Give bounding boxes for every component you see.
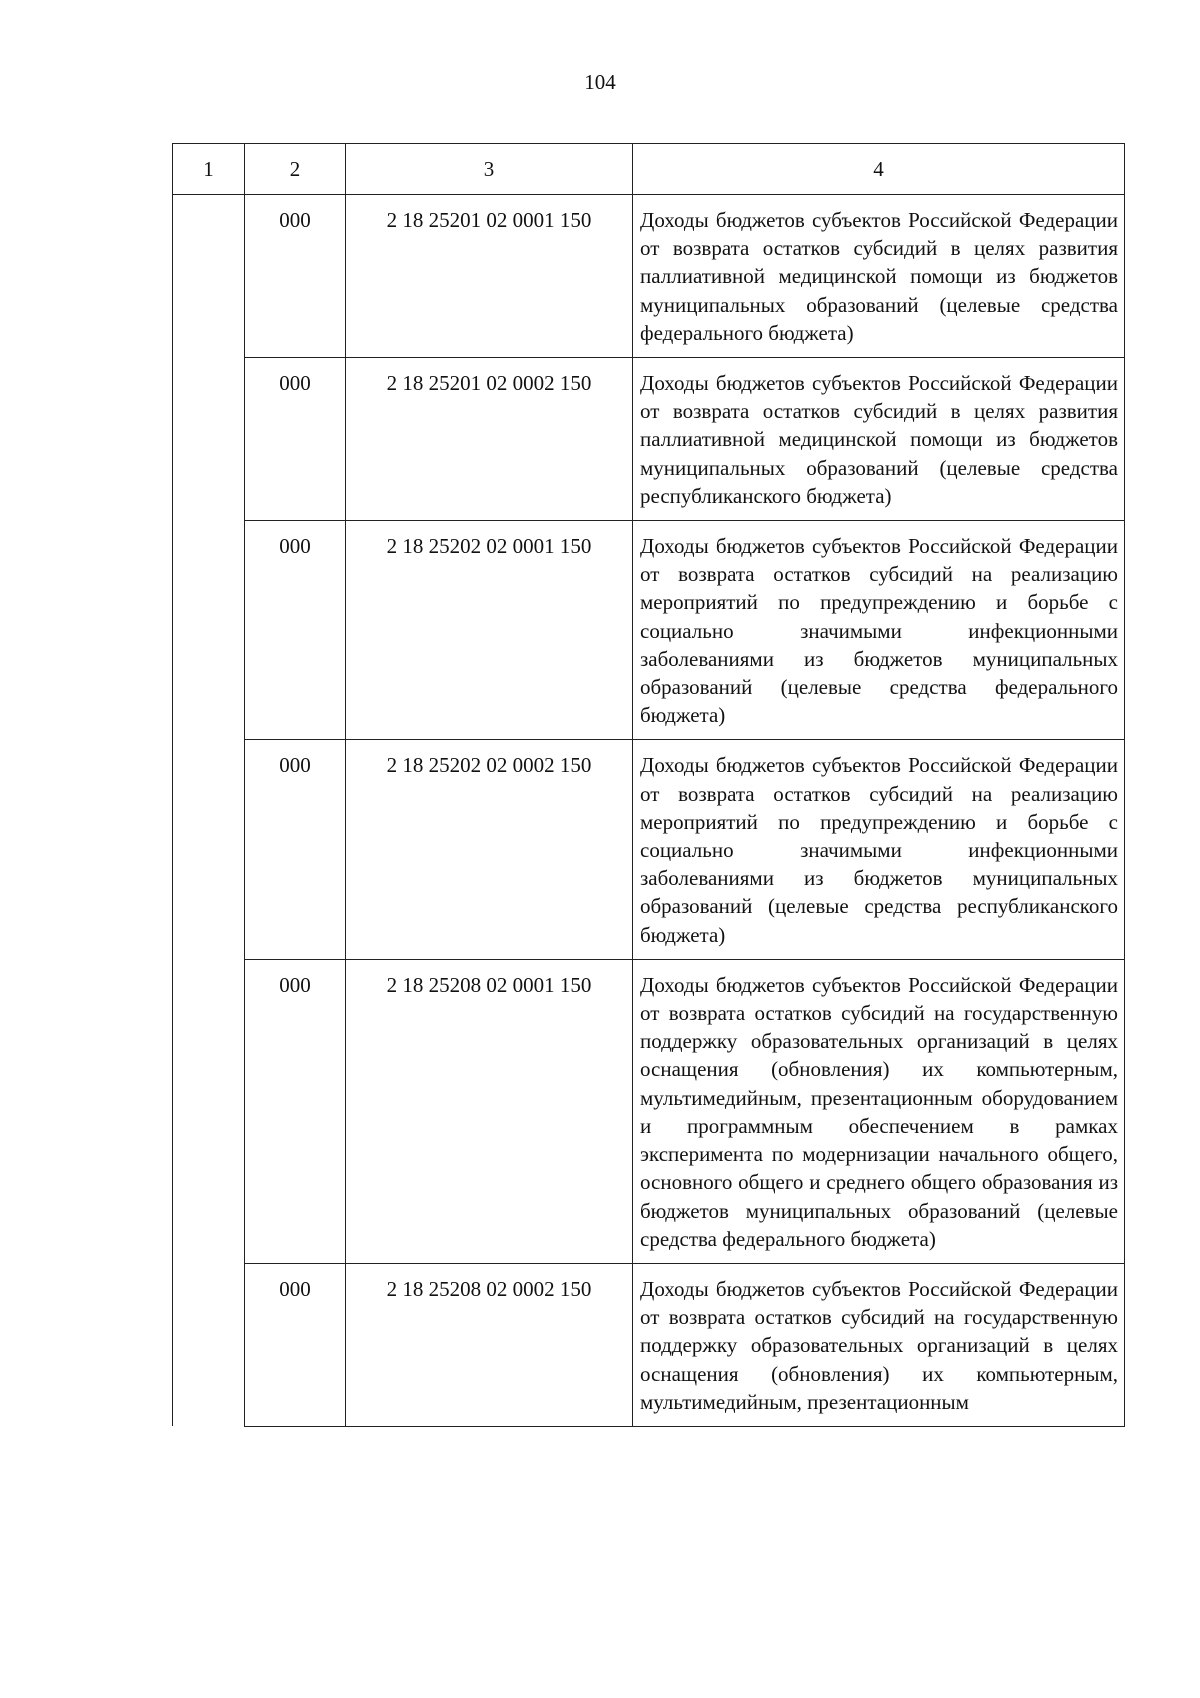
- group-cell: [173, 195, 245, 1427]
- admin-code-cell: 000: [245, 521, 346, 740]
- table-row: [173, 521, 1125, 740]
- revenue-code-cell: 2 18 25202 02 0001 150: [346, 521, 633, 740]
- admin-code-cell: 000: [245, 740, 346, 959]
- admin-code-cell: 000: [245, 1263, 346, 1426]
- description-text: Доходы бюджетов субъектов Российской Федерации от возврата остатков субсидий на реализацию мероприятий по предупреждению и борьбе с социально значимыми инфекционными заболеваниями из бюджетов муниципальных образований (целевые средства федерального бюджета): [640, 534, 1118, 728]
- header-col-4: 4: [633, 144, 1125, 195]
- header-col-2: 2: [245, 144, 346, 195]
- description-text: Доходы бюджетов субъектов Российской Федерации от возврата остатков субсидий на реализацию мероприятий по предупреждению и борьбе с социально значимыми инфекционными заболеваниями из бюджетов муниципальных образований (целевые средства республиканского бюджета): [640, 753, 1118, 947]
- revenue-code-cell: 2 18 25208 02 0002 150: [346, 1263, 633, 1426]
- description-text: Доходы бюджетов субъектов Российской Федерации от возврата остатков субсидий на государственную поддержку образовательных организаций в целях оснащения (обновления) их компьютерным, мультимедийным, презентационным оборудованием и программным обеспечением в рамках эксперимента по модернизации начального общего, основного общего и среднего общего образования из бюджетов муниципальных образований (целевые средства федерального бюджета): [640, 972, 1118, 1251]
- revenue-code-cell: 2 18 25201 02 0001 150: [346, 195, 633, 358]
- page-number: 104: [584, 70, 616, 94]
- admin-code-cell: 000: [245, 358, 346, 521]
- table-row: [173, 959, 1125, 1263]
- admin-code-cell: 000: [245, 959, 346, 1263]
- description-text: Доходы бюджетов субъектов Российской Федерации от возврата остатков субсидий на государственную поддержку образовательных организаций в целях оснащения (обновления) их компьютерным, мультимедийным, презентационным: [640, 1276, 1118, 1414]
- admin-code-cell: 000: [245, 195, 346, 358]
- description-cell: [633, 521, 1125, 740]
- table-body: [173, 195, 1125, 1427]
- description-text: Доходы бюджетов субъектов Российской Федерации от возврата остатков субсидий в целях развития паллиативной медицинской помощи из бюджетов муниципальных образований (целевые средства федерального бюджета): [640, 208, 1118, 345]
- description-text: Доходы бюджетов субъектов Российской Федерации от возврата остатков субсидий в целях развития паллиативной медицинской помощи из бюджетов муниципальных образований (целевые средства республиканского бюджета): [640, 371, 1118, 508]
- header-row: [173, 144, 1125, 195]
- description-cell: [633, 358, 1125, 521]
- revenue-code-cell: 2 18 25202 02 0002 150: [346, 740, 633, 959]
- revenue-code-cell: 2 18 25201 02 0002 150: [346, 358, 633, 521]
- header-col-1: 1: [173, 144, 245, 195]
- description-cell: [633, 195, 1125, 358]
- revenue-code-cell: 2 18 25208 02 0001 150: [346, 959, 633, 1263]
- table-row: [173, 740, 1125, 959]
- table-row: [173, 1263, 1125, 1426]
- description-cell: [633, 740, 1125, 959]
- header-col-3: 3: [346, 144, 633, 195]
- description-cell: [633, 1263, 1125, 1426]
- table-row: [173, 195, 1125, 358]
- table-row: [173, 358, 1125, 521]
- budget-codes-table: [172, 143, 1125, 1427]
- description-cell: [633, 959, 1125, 1263]
- table-header: [173, 144, 1125, 195]
